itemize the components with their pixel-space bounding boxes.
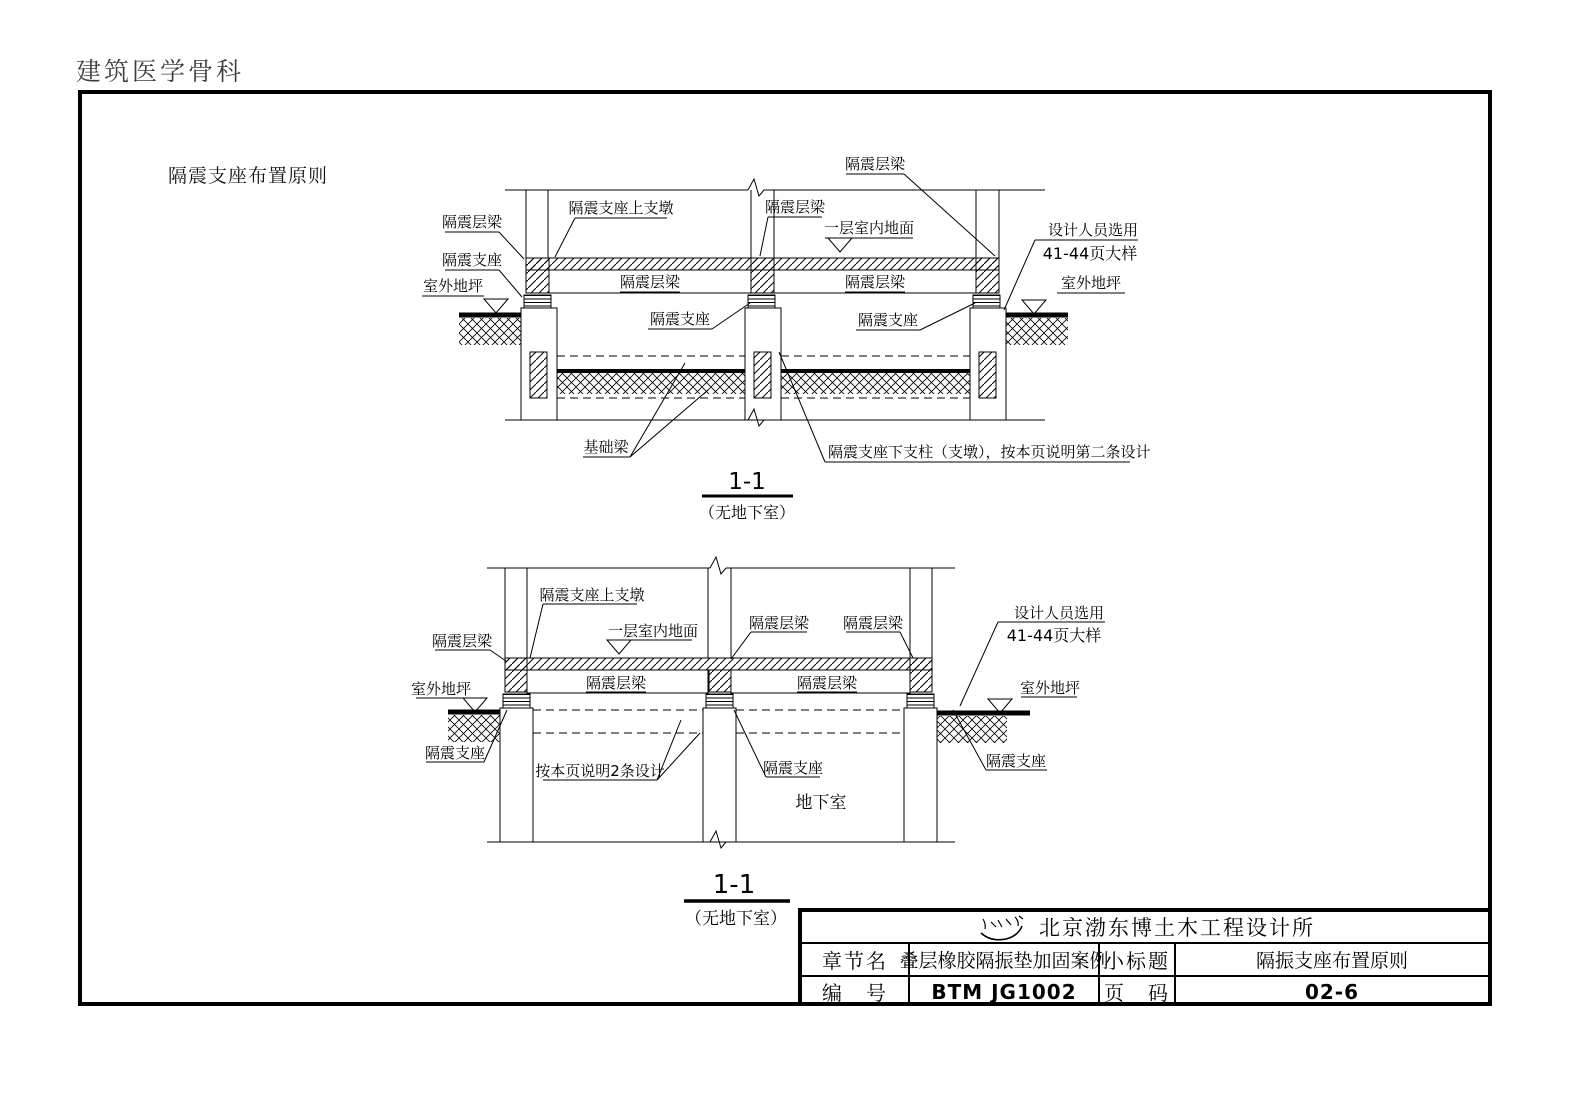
page-header: 建筑医学骨科	[76, 57, 245, 86]
label-floor-beam-span1: 隔震层梁	[585, 674, 647, 692]
page-value: 02-6	[1174, 975, 1488, 1006]
title-block-company-row	[802, 912, 1488, 942]
label-bearing-right: 隔震支座	[985, 752, 1047, 770]
level-mark-icon	[1022, 300, 1046, 314]
label-floor-beam-span2: 隔震层梁	[844, 273, 906, 291]
label-designer-note-1: 设计人员选用	[1013, 604, 1105, 622]
label-floor-beam-right: 隔震层梁	[842, 614, 904, 632]
label-designer-note-2: 41-44页大样	[1042, 244, 1138, 263]
company-seal-icon	[975, 913, 1027, 941]
title-block	[798, 908, 1492, 1006]
label-upper-pedestal: 隔震支座上支墩	[539, 586, 645, 604]
label-upper-pedestal: 隔震支座上支墩	[568, 199, 674, 217]
label-outdoor-ground-left: 室外地坪	[410, 680, 472, 698]
label-outdoor-ground-right: 室外地坪	[1060, 274, 1122, 292]
bottom-section-drawing	[416, 557, 1105, 848]
label-first-floor-surface: 一层室内地面	[823, 219, 915, 237]
label-foundation-beam: 基础梁	[583, 438, 629, 456]
subtitle-label: 小标题	[1098, 944, 1174, 975]
drawing-title: 隔震支座布置原则	[168, 165, 329, 187]
label-bearing-left: 隔震支座	[424, 744, 486, 762]
label-floor-beam-span2: 隔震层梁	[796, 674, 858, 692]
label-outdoor-ground-left: 室外地坪	[422, 277, 484, 295]
company-name: 北京渤东博土木工程设计所	[1039, 916, 1315, 940]
label-floor-beam-left: 隔震层梁	[441, 213, 503, 231]
label-designer-note-2: 41-44页大样	[1006, 626, 1102, 645]
label-first-floor-surface: 一层室内地面	[607, 622, 699, 640]
section-note: （无地下室）	[698, 503, 796, 522]
label-floor-beam-mid: 隔震层梁	[748, 614, 810, 632]
chapter-value: 叠层橡胶隔振垫加固案例	[908, 944, 1098, 975]
section-mark: 1-1	[712, 870, 756, 900]
label-bearing-right: 隔震支座	[857, 311, 919, 329]
number-label: 编 号	[802, 975, 908, 1006]
level-mark-icon	[484, 299, 508, 313]
label-bearing-left: 隔震支座	[441, 251, 503, 269]
title-block-grid	[802, 942, 1488, 1006]
label-floor-beam-mid: 隔震层梁	[764, 198, 826, 216]
top-section-drawing	[422, 174, 1138, 462]
label-design-note: 按本页说明2条设计	[535, 762, 665, 780]
number-value: BTM JG1002	[908, 975, 1098, 1006]
page-label: 页 码	[1098, 975, 1174, 1006]
section-mark: 1-1	[728, 469, 766, 495]
level-mark-icon	[607, 640, 631, 654]
label-bearing-mid: 隔震支座	[649, 310, 711, 328]
chapter-label: 章节名	[822, 949, 888, 973]
label-outdoor-ground-right: 室外地坪	[1019, 679, 1081, 697]
label-designer-note-1: 设计人员选用	[1047, 221, 1139, 239]
subtitle-value: 隔振支座布置原则	[1174, 944, 1488, 975]
level-mark-icon	[828, 238, 852, 252]
label-lower-column-note: 隔震支座下支柱（支墩），按本页说明第二条设计	[828, 443, 1151, 461]
label-floor-beam-left: 隔震层梁	[431, 632, 493, 650]
label-bearing-mid: 隔震支座	[762, 759, 824, 777]
section-note: （无地下室）	[685, 909, 787, 929]
label-floor-beam-top-right: 隔震层梁	[844, 155, 906, 173]
label-floor-beam-span1: 隔震层梁	[619, 273, 681, 291]
label-basement: 地下室	[795, 793, 847, 813]
